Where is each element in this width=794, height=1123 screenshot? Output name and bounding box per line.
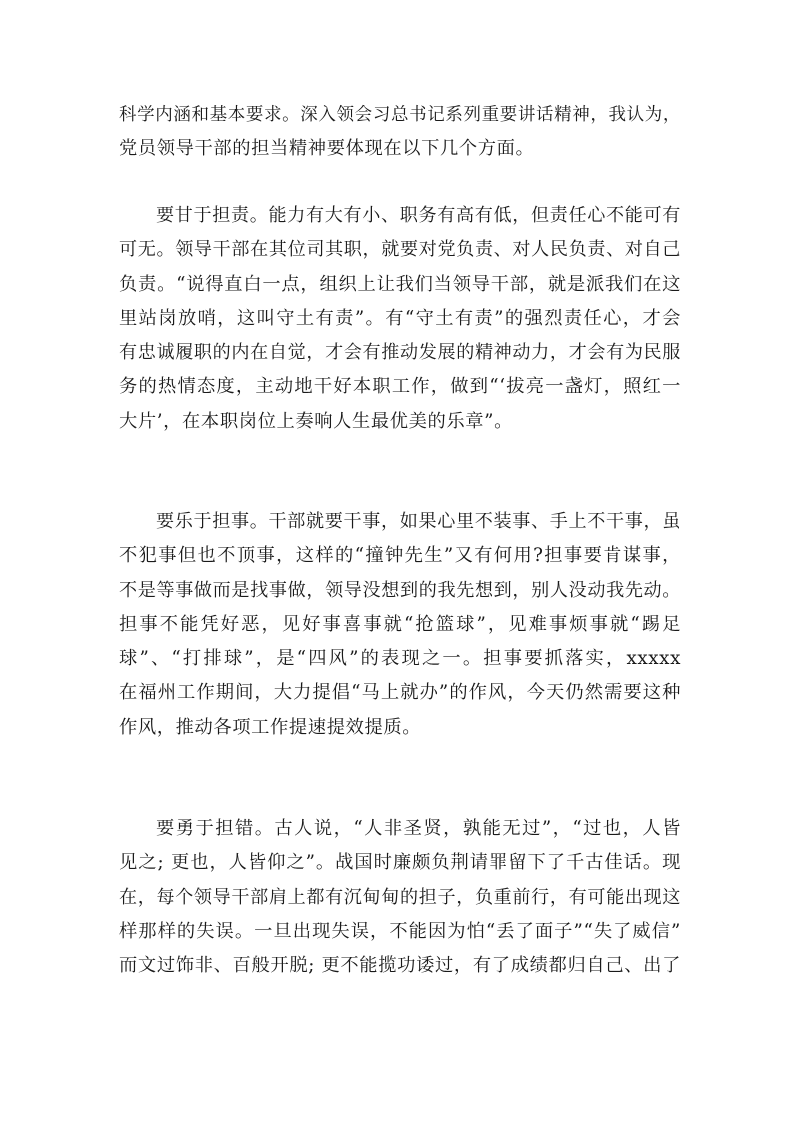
text-line: 而文过饰非、百般开脱; 更不能揽功诿过，有了成绩都归自己、出了 [119,955,681,977]
text-line: 在，每个领导干部肩上都有沉甸甸的担子，负重前行，有可能出现这 [119,886,681,908]
paragraph-1 [119,98,681,167]
text-line: 务的热情态度，主动地干好本职工作，做到“‘拔亮一盏灯，照红一 [119,376,681,398]
text-line: 球”、“打排球”，是“四风”的表现之一。担事要抓落实，xxxxx [119,648,681,670]
text-line: 负责。“说得直白一点，组织上让我们当领导干部，就是派我们在这 [119,273,681,295]
text-line: 要乐于担事。干部就要干事，如果心里不装事、手上不干事，虽 [156,511,681,532]
text-line: 作风，推动各项工作提速提效提质。 [119,716,422,738]
text-line: 样那样的失误。一旦出现失误，不能因为怕“丢了面子”“失了威信” [119,920,681,942]
text-line: 党员领导干部的担当精神要体现在以下几个方面。 [119,138,535,160]
text-line: 要勇于担错。古人说，“人非圣贤，孰能无过”，“过也，人皆 [156,818,681,839]
text-line: 里站岗放哨，这叫守土有责”。有“守土有责”的强烈责任心，才会 [119,307,681,329]
text-line: 科学内涵和基本要求。深入领会习总书记系列重要讲话精神，我认为， [119,105,681,125]
paragraph-2 [119,199,681,439]
text-line: 有忠诚履职的内在自觉，才会有推动发展的精神动力，才会有为民服 [119,342,681,364]
paragraph-3 [119,505,681,745]
text-line: 担事不能凭好恶，见好事喜事就“抢篮球”，见难事烦事就“踢足 [119,613,681,635]
text-line: 不犯事但也不顶事，这样的“撞钟先生”又有何用?担事要肯谋事， [119,545,681,567]
text-line: 可无。领导干部在其位司其职，就要对党负责、对人民负责、对自己 [119,239,681,261]
text-line: 要甘于担责。能力有大有小、职务有高有低，但责任心不能可有 [156,205,681,226]
text-line: 不是等事做而是找事做，领导没想到的我先想到，别人没动我先动。 [119,579,681,601]
text-line: 大片’，在本职岗位上奏响人生最优美的乐章”。 [119,410,513,432]
text-line: 见之; 更也，人皆仰之”。战国时廉颇负荆请罪留下了千古佳话。现 [119,852,681,874]
text-line: 在福州工作期间，大力提倡“马上就办”的作风，今天仍然需要这种 [119,682,681,704]
paragraph-4 [119,812,681,983]
